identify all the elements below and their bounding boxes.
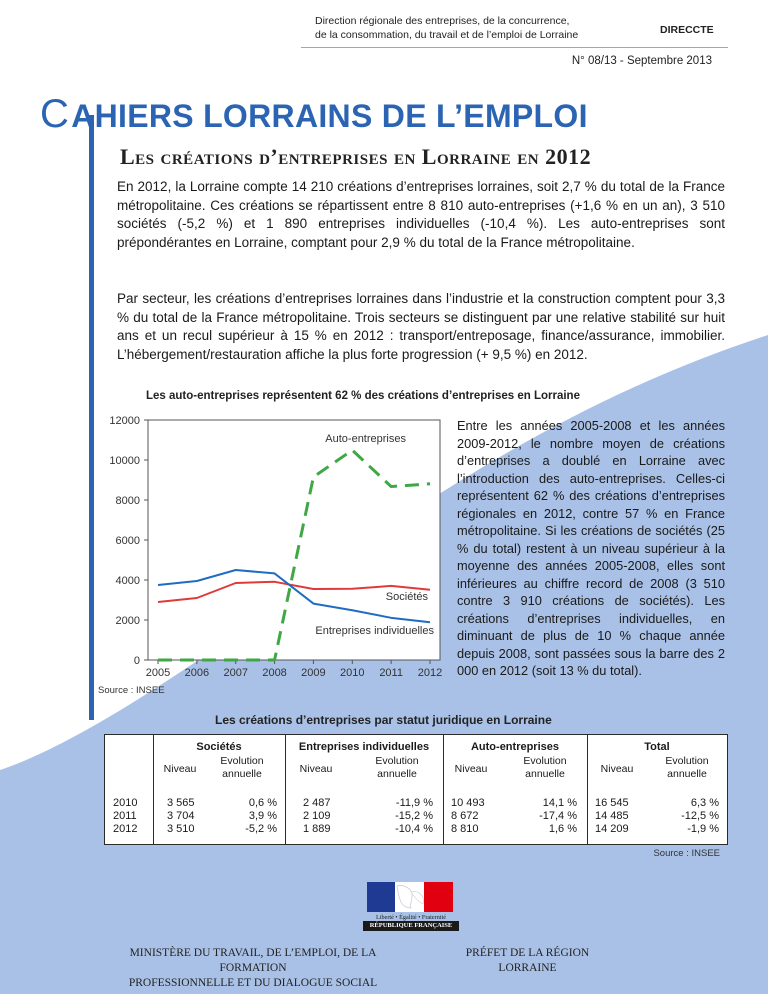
organization-acronym: DIRECCTE — [660, 24, 714, 36]
x-tick-label: 2008 — [262, 667, 287, 678]
column-header-level: Niveau — [600, 763, 634, 775]
table-group-header: Total — [644, 741, 670, 753]
x-tick-label: 2011 — [379, 667, 403, 678]
y-tick-label: 8000 — [115, 495, 140, 507]
plot-area — [148, 420, 440, 660]
year-column: 2010 2011 2012 — [113, 797, 138, 835]
auto-evolution-column: 14,1 % -17,4 % 1,6 % — [539, 797, 577, 835]
legal-status-table — [104, 734, 728, 845]
intro-paragraph-2: Par secteur, les créations d’entreprises lorraines dans l’industrie et la construction comptent pour 3,3 % du total de la France métropolitaine. Trois secteurs se distinguent par une relative stabilité sur huit ans et un recul supérieur à 15 % en 2012 : transport/entreposage, finance/assurance, immobilier. L’hébergement/restauration affiche la plus forte progression (+ 9,5 %) en 2012. — [117, 291, 725, 362]
x-tick-label: 2010 — [340, 667, 365, 678]
organization-line-1: Direction régionale des entreprises, de la concurrence, — [315, 15, 570, 27]
accent-bar — [89, 115, 94, 720]
publication-title — [40, 92, 588, 137]
table-group-header: Auto-entreprises — [470, 741, 560, 753]
societes-level-column: 3 565 3 704 3 510 — [167, 797, 195, 835]
y-tick-label: 2000 — [115, 615, 140, 627]
table-source: Source : INSEE — [653, 848, 720, 859]
table-title: Les créations d’entreprises par statut juridique en Lorraine — [215, 713, 552, 727]
ei-level-column: 2 487 2 109 1 889 — [303, 797, 331, 835]
column-header-level: Niveau — [163, 763, 197, 775]
y-tick-label: 10000 — [109, 455, 140, 467]
ministry-name: MINISTÈRE DU TRAVAIL, DE L’EMPLOI, DE LA FORMATION PROFESSIONNELLE ET DU DIALOGUE SOCIAL — [128, 947, 378, 989]
x-tick-label: 2009 — [301, 667, 326, 678]
column-header-evolution: Evolution annuelle — [220, 755, 264, 780]
x-tick-label: 2005 — [145, 667, 171, 678]
prefet-name: PRÉFET DE LA RÉGION LORRAINE — [465, 947, 590, 974]
column-header-evolution: Evolution annuelle — [523, 755, 567, 780]
total-level-column: 16 545 14 485 14 209 — [595, 797, 629, 835]
issue-number: N° 08/13 - Septembre 2013 — [571, 55, 712, 67]
republic-name: RÉPUBLIQUE FRANÇAISE — [363, 921, 459, 931]
article-title: Les créations d’entreprises en Lorraine en 2012 — [120, 144, 592, 169]
title-initial: C — [40, 92, 70, 136]
societes-evolution-column: 0,6 % 3,9 % -5,2 % — [245, 797, 277, 835]
x-tick-label: 2012 — [417, 667, 443, 678]
auto-level-column: 10 493 8 672 8 810 — [451, 797, 485, 835]
republic-motto: Liberté • Égalité • Fraternité — [376, 914, 446, 921]
organization-name — [315, 14, 610, 42]
line-chart — [98, 412, 450, 678]
chart-source: Source : INSEE — [98, 685, 165, 696]
chart-commentary: Entre les années 2005-2008 et les années 2009-2012, le nombre moyen de créations d’entreprises a doublé en Lorraine avec l’introduction des auto-entreprises. Celles-ci représentent 62 % des créations d’entreprises régionales en 2012, contre 57 % en France métropolitaine. Si les créations de sociétés (25 % du total) restent à un niveau supérieur à la moyenne des années 2005-2008, elles sont inférieures au chiffre record de 2008 (3 510 contre 3 910 créations de sociétés). Les créations d’entreprises individuelles, en diminuant de plus de 10 % chaque année depuis 2008, sont passées sous la barre des 2 000 en 2012 (soit 13 % du total). — [457, 418, 725, 678]
column-header-evolution: Evolution annuelle — [665, 755, 709, 780]
series-label-0: Auto-entreprises — [325, 433, 406, 445]
y-tick-label: 0 — [133, 655, 140, 667]
y-tick-label: 12000 — [109, 415, 140, 427]
series-label-2: Entreprises individuelles — [315, 625, 434, 637]
x-tick-label: 2007 — [223, 667, 248, 678]
chart-title: Les auto-entreprises représentent 62 % des créations d’entreprises en Lorraine — [146, 390, 580, 402]
column-header-evolution: Evolution annuelle — [375, 755, 419, 780]
table-group-header: Sociétés — [196, 741, 242, 753]
organization-line-2: de la consommation, du travail et de l’emploi de Lorraine — [315, 29, 579, 41]
header-divider — [301, 47, 728, 48]
y-tick-label: 6000 — [115, 535, 140, 547]
ei-evolution-column: -11,9 % -15,2 % -10,4 % — [395, 797, 433, 835]
series-label-1: Sociétés — [385, 591, 428, 603]
title-rest: AHIERS LORRAINS DE L’EMPLOI — [71, 98, 588, 134]
y-tick-label: 4000 — [115, 575, 140, 587]
table-group-header: Entreprises individuelles — [298, 741, 430, 753]
intro-paragraph-1: En 2012, la Lorraine compte 14 210 créations d’entreprises lorraines, soit 2,7 % du total de la France métropolitaine. Ces créations se répartissent entre 8 810 auto-entreprises (+1,6 % en un an), 3 510 sociétés (-5,2 %) et 1 890 entreprises individuelles (-10,4 %). Les auto-entreprises sont prépondérantes en Lorraine, comptant pour 2,9 % du total de la France métropolitaine. — [117, 179, 725, 250]
column-header-level: Niveau — [454, 763, 488, 775]
x-tick-label: 2006 — [184, 667, 210, 678]
column-header-level: Niveau — [299, 763, 333, 775]
total-evolution-column: 6,3 % -12,5 % -1,9 % — [681, 797, 719, 835]
